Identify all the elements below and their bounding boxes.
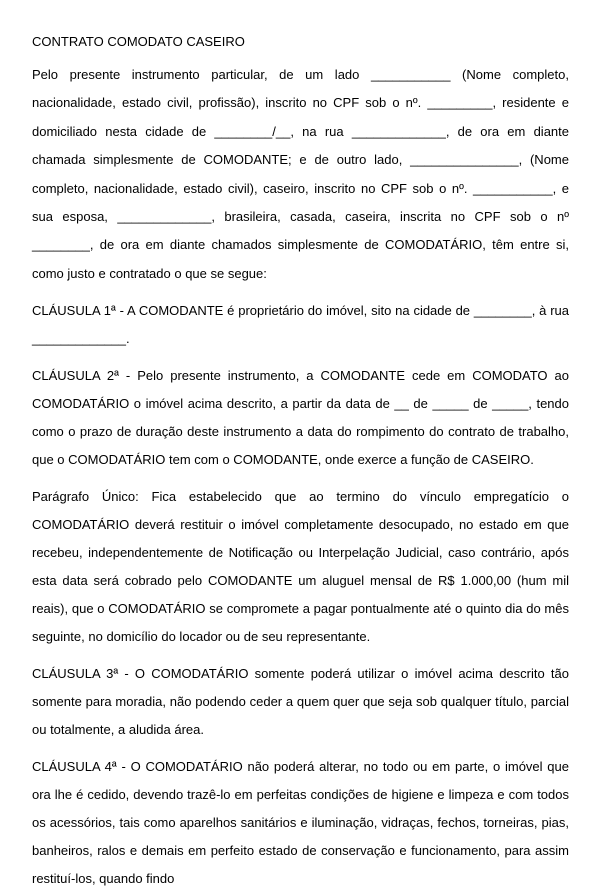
clause-4-paragraph: CLÁUSULA 4ª - O COMODATÁRIO não poderá alterar, no todo ou em parte, o imóvel que ora lhe é cedido, devendo trazê-lo em perfeitas condições de higiene e limpeza e com todos os acessórios, tais como aparelhos sanitários e iluminação, vidraças, fechos, torneiras, pias, banheiros, ralos e demais em perfeito estado de conservação e funcionamento, para assim restituí-los, quando findo: [32, 759, 569, 887]
clause-2-paragraph: CLÁUSULA 2ª - Pelo presente instrumento, a COMODANTE cede em COMODATO ao COMODATÁRIO o imóvel acima descrito, a partir da data de __ de _____ de _____, tendo como o prazo de duração deste instrumento a data do rompimento do contrato de trabalho, que o COMODATÁRIO tem com o COMODANTE, onde exerce a função de CASEIRO.: [32, 368, 569, 468]
preamble-paragraph: Pelo presente instrumento particular, de um lado ___________ (Nome completo, nacionalidade, estado civil, profissão), inscrito no CPF sob o nº. _________, residente e domiciliado nesta cidade de ________/__, na rua _____________, de ora em diante chamada simplesmente de COMODANTE; e de outro lado, _______________, (Nome completo, nacionalidade, estado civil), caseiro, inscrito no CPF sob o nº. ___________, e sua esposa, _____________, brasileira, casada, caseira, inscrita no CPF sob o nº ________, de ora em diante chamados simplesmente de COMODATÁRIO, têm entre si, como justo e contratado o que se segue:: [32, 67, 569, 281]
sole-paragraph: Parágrafo Único: Fica estabelecido que ao termino do vínculo empregatício o COMODATÁRIO deverá restituir o imóvel completamente desocupado, no estado em que recebeu, independentemente de Notificação ou Interpelação Judicial, caso contrário, após esta data será cobrado pelo COMODANTE um aluguel mensal de R$ 1.000,00 (hum mil reais), que o COMODATÁRIO se compromete a pagar pontualmente até o quinto dia do mês seguinte, no domicílio do locador ou de seu representante.: [32, 489, 569, 645]
document-title: CONTRATO COMODATO CASEIRO: [32, 34, 245, 49]
clause-1-paragraph: CLÁUSULA 1ª - A COMODANTE é proprietário do imóvel, sito na cidade de ________, à rua _____________.: [32, 303, 569, 347]
clause-3-paragraph: CLÁUSULA 3ª - O COMODATÁRIO somente poderá utilizar o imóvel acima descrito tão somente para moradia, não podendo ceder a quem quer que seja sob qualquer título, parcial ou totalmente, a aludida área.: [32, 666, 569, 738]
